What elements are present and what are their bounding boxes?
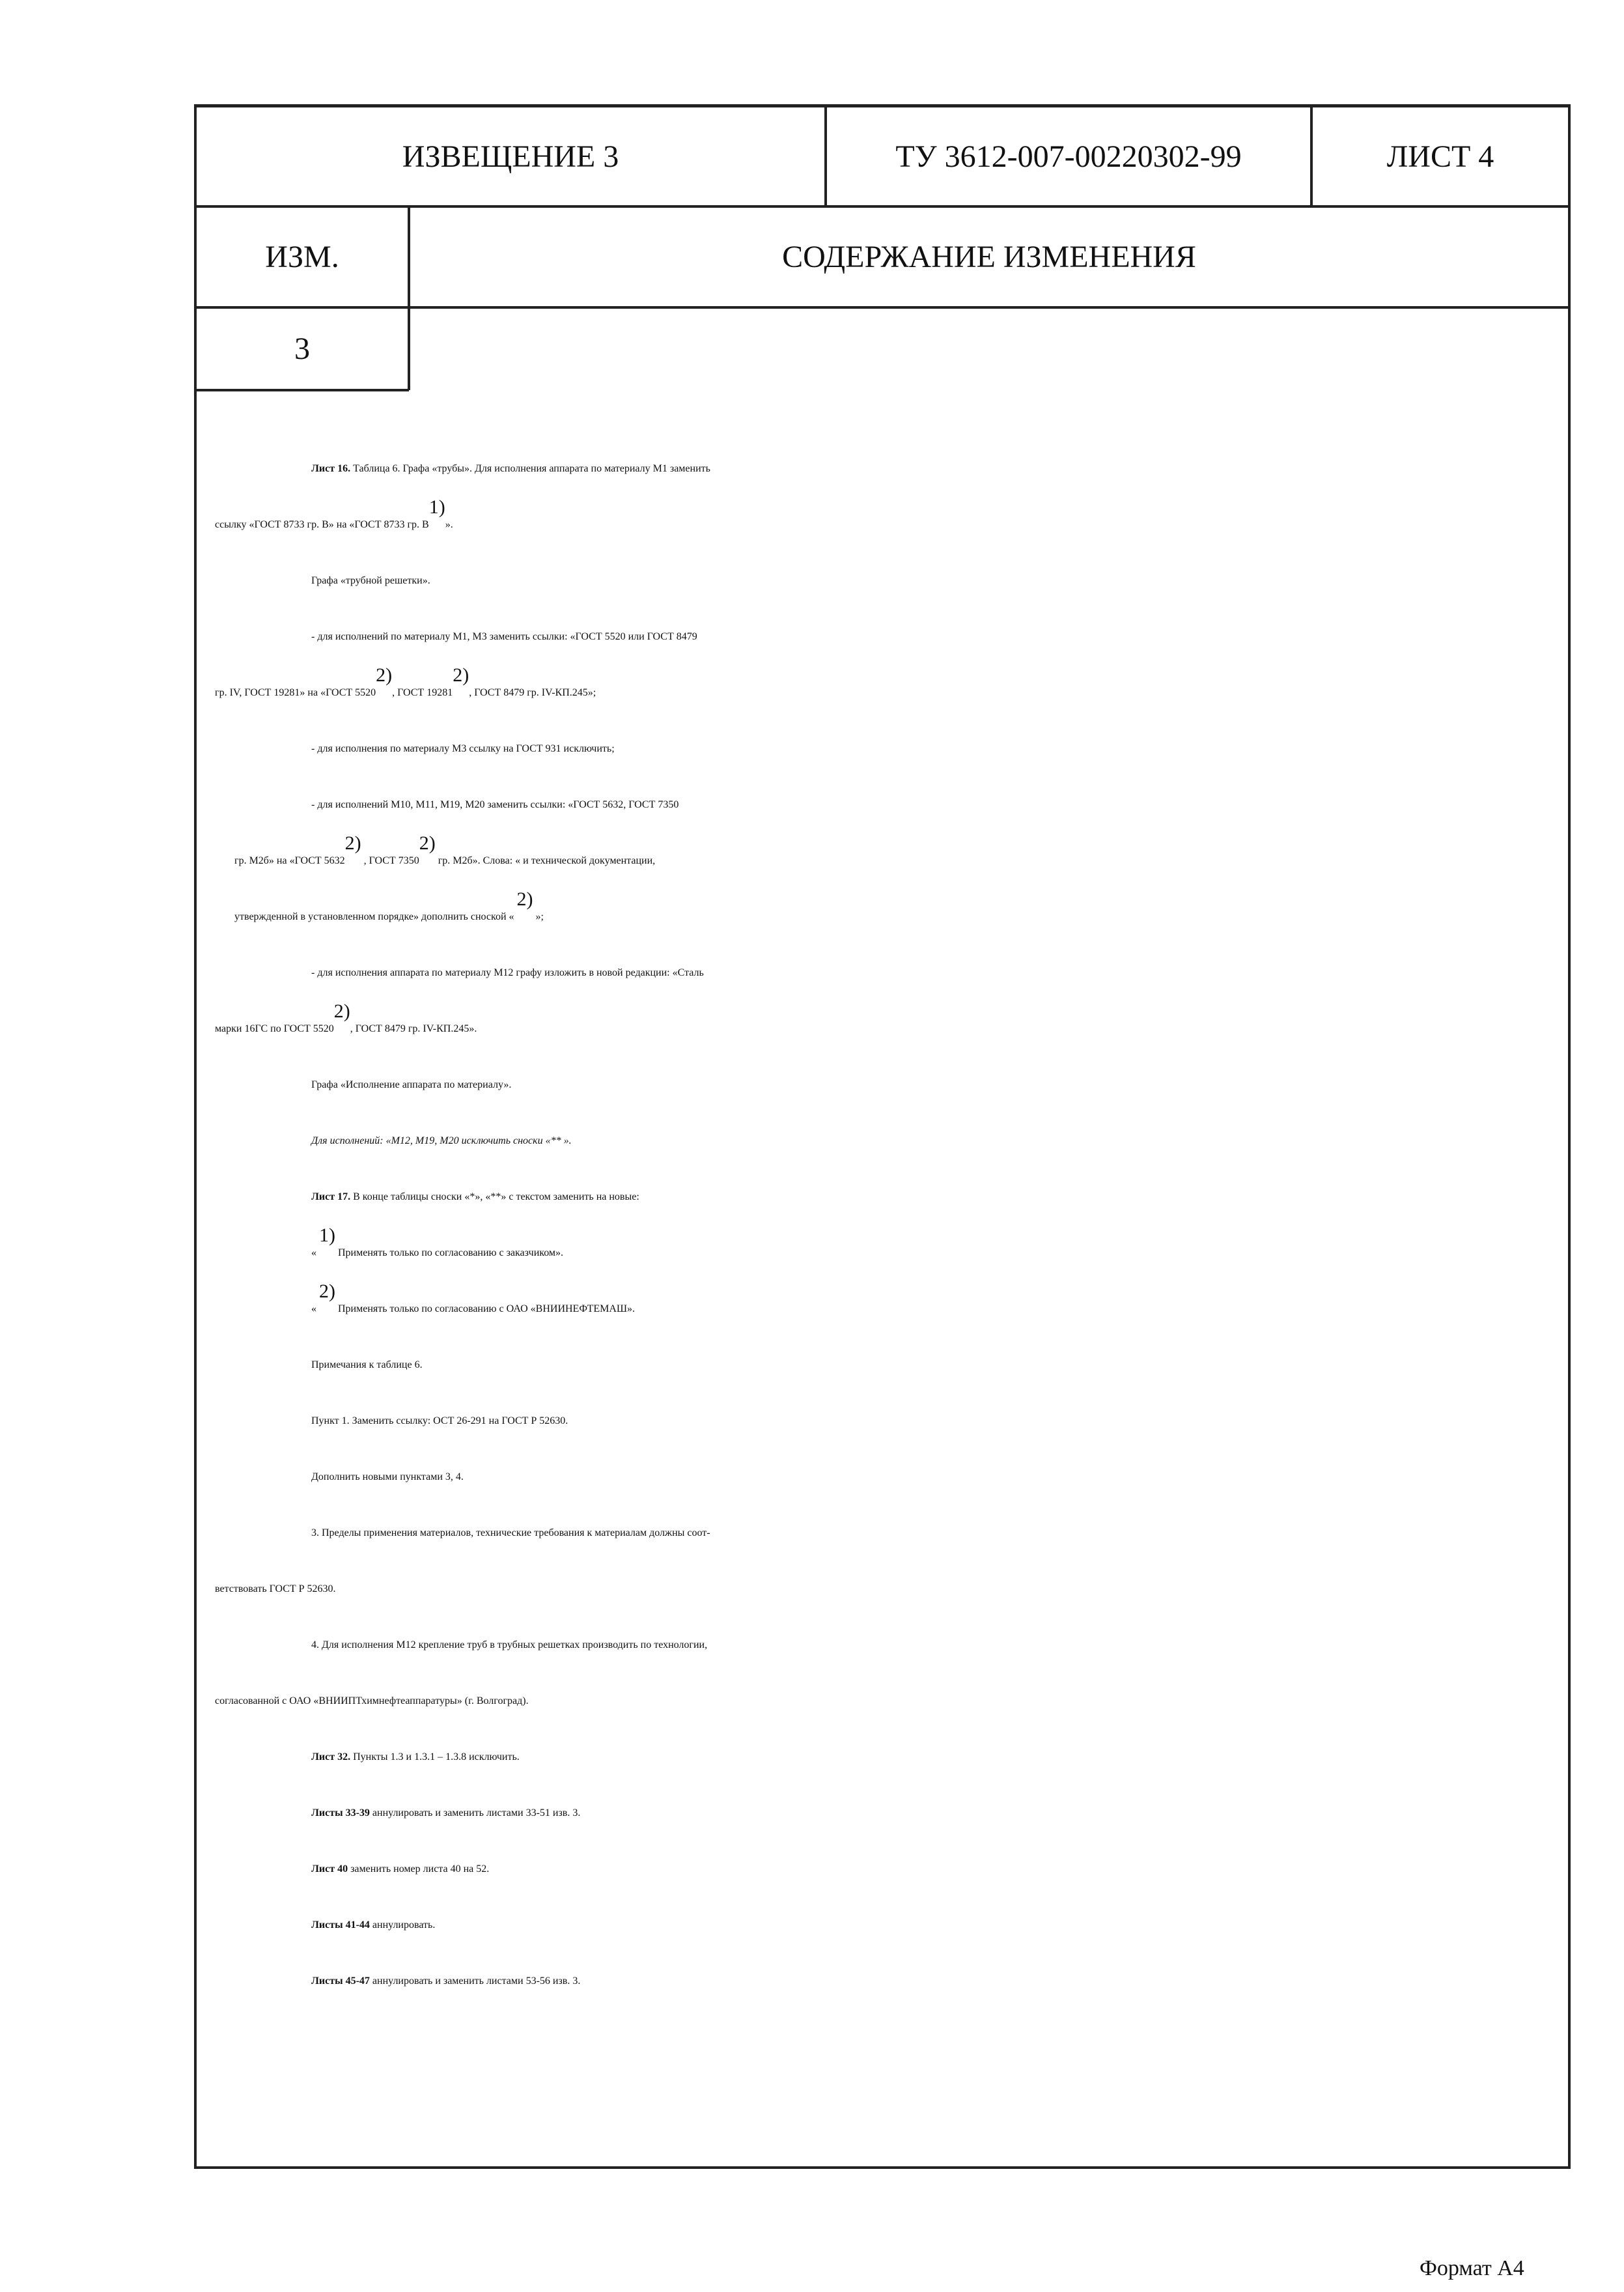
text: аннулировать и заменить листами 33-51 изв. 3.	[369, 1807, 581, 1818]
text: заменить номер листа 40 на 52.	[348, 1863, 490, 1875]
text: аннулировать.	[369, 1919, 436, 1931]
paragraph-sheet32	[311, 1738, 520, 1777]
format-label: Формат А4	[1420, 2256, 1524, 2280]
change-number-cell: 3	[294, 332, 310, 366]
text-line	[234, 832, 656, 881]
sheet-ref: Листы 33-39	[311, 1807, 370, 1818]
text-line: 3. Пределы применения материалов, технические требования к материалам должны соот-	[311, 1527, 710, 1538]
footnote-mark: 2)	[419, 832, 436, 854]
paragraph-sheet17	[311, 1178, 639, 1217]
footnote-mark: 2)	[344, 832, 361, 854]
change-cell-bottom	[194, 389, 409, 391]
paragraph-sheets41-44	[311, 1906, 435, 1945]
notice-cell: ИЗВЕЩЕНИЕ 3	[402, 139, 619, 174]
text: В конце таблицы сноски «*», «**» с текстом заменить на новые:	[350, 1191, 639, 1202]
text-line: - для исполнения аппарата по материалу М12 графу изложить в новой редакции: «Сталь	[311, 967, 704, 978]
text-line	[215, 664, 596, 713]
text: , ГОСТ 8479 гр. IV-КП.245»;	[469, 687, 596, 698]
text: Таблица 6. Графа «трубы». Для исполнения аппарата по материалу М1 заменить	[350, 463, 710, 474]
text-line: согласованной с ОАО «ВНИИПТхимнефтеаппаратуры» (г. Волгоград).	[215, 1695, 529, 1706]
text-line: Дополнить новыми пунктами 3, 4.	[311, 1471, 464, 1482]
footnote-mark: 2)	[319, 1280, 335, 1302]
text-line: 4. Для исполнения М12 крепление труб в трубных решетках производить по технологии,	[311, 1639, 708, 1650]
text-line: - для исполнений М10, М11, М19, М20 заменить ссылки: «ГОСТ 5632, ГОСТ 7350	[311, 799, 679, 810]
text: марки 16ГС по ГОСТ 5520	[215, 1023, 334, 1034]
text: утвержденной в установленном порядке» дополнить сноской «	[234, 911, 517, 922]
footnote-mark: 1)	[319, 1224, 335, 1246]
text: Применять только по согласованию с заказчиком».	[335, 1247, 564, 1258]
text: , ГОСТ 8479 гр. IV-КП.245».	[350, 1023, 477, 1034]
text-line	[215, 1000, 477, 1049]
text-line: ветствовать ГОСТ Р 52630.	[215, 1583, 336, 1594]
text-line	[234, 888, 544, 937]
text: гр. IV, ГОСТ 19281» на «ГОСТ 5520	[215, 687, 376, 698]
text: Пункты 1.3 и 1.3.1 – 1.3.8 исключить.	[350, 1751, 520, 1762]
text-line	[215, 496, 453, 545]
text-line: - для исполнения по материалу М3 ссылку на ГОСТ 931 исключить;	[311, 743, 615, 754]
text: , ГОСТ 7350	[361, 855, 419, 866]
paragraph-sheet16	[311, 449, 710, 488]
text: , ГОСТ 19281	[392, 687, 453, 698]
text: гр. М2б» на «ГОСТ 5632	[234, 855, 345, 866]
text-line: Пункт 1. Заменить ссылку: ОСТ 26-291 на ГОСТ Р 52630.	[311, 1415, 568, 1426]
text: аннулировать и заменить листами 53-56 изв. 3.	[369, 1975, 581, 1987]
text-line: Графа «Исполнение аппарата по материалу».	[311, 1079, 512, 1090]
text-line: - для исполнений по материалу М1, М3 заменить ссылки: «ГОСТ 5520 или ГОСТ 8479	[311, 631, 697, 642]
sheet-ref: Листы 45-47	[311, 1975, 370, 1987]
sheet-ref: Лист 16.	[311, 463, 351, 474]
paragraph-sheets33-39	[311, 1794, 580, 1833]
sheet-ref: Лист 32.	[311, 1751, 351, 1762]
text: «	[311, 1247, 319, 1258]
text: «	[311, 1303, 319, 1314]
text-line: Для исполнений: «М12, М19, М20 исключить сноски «** ».	[311, 1135, 572, 1146]
sheet-ref: Листы 41-44	[311, 1919, 370, 1931]
text-line: Графа «трубной решетки».	[311, 575, 430, 586]
footnote-mark: 1)	[428, 496, 445, 518]
sheet-ref: Лист 17.	[311, 1191, 351, 1202]
text: Применять только по согласованию с ОАО «ВНИИНЕФТЕМАШ».	[335, 1303, 636, 1314]
text: ссылку «ГОСТ 8733 гр. В» на «ГОСТ 8733 гр. В	[215, 519, 429, 530]
text: ».	[445, 519, 453, 530]
footnote-line	[311, 1280, 636, 1329]
text: гр. М2б». Слова: « и технической документации,	[435, 855, 656, 866]
paragraph-sheet40	[311, 1850, 489, 1889]
footnote-mark: 2)	[516, 888, 533, 910]
text: »;	[533, 911, 544, 922]
sheet-cell: ЛИСТ 4	[1386, 139, 1494, 174]
change-header-cell: ИЗМ.	[265, 240, 339, 274]
content-header-cell: СОДЕРЖАНИЕ ИЗМЕНЕНИЯ	[782, 240, 1196, 274]
footnote-mark: 2)	[453, 664, 469, 686]
text-line: Примечания к таблице 6.	[311, 1359, 423, 1370]
footnote-mark: 2)	[376, 664, 393, 686]
doc-code-cell: ТУ 3612-007-00220302-99	[895, 139, 1242, 174]
footnote-mark: 2)	[333, 1000, 350, 1022]
sheet-ref: Лист 40	[311, 1863, 348, 1875]
footnote-line	[311, 1224, 564, 1273]
paragraph-sheets45-47	[311, 1962, 580, 2001]
